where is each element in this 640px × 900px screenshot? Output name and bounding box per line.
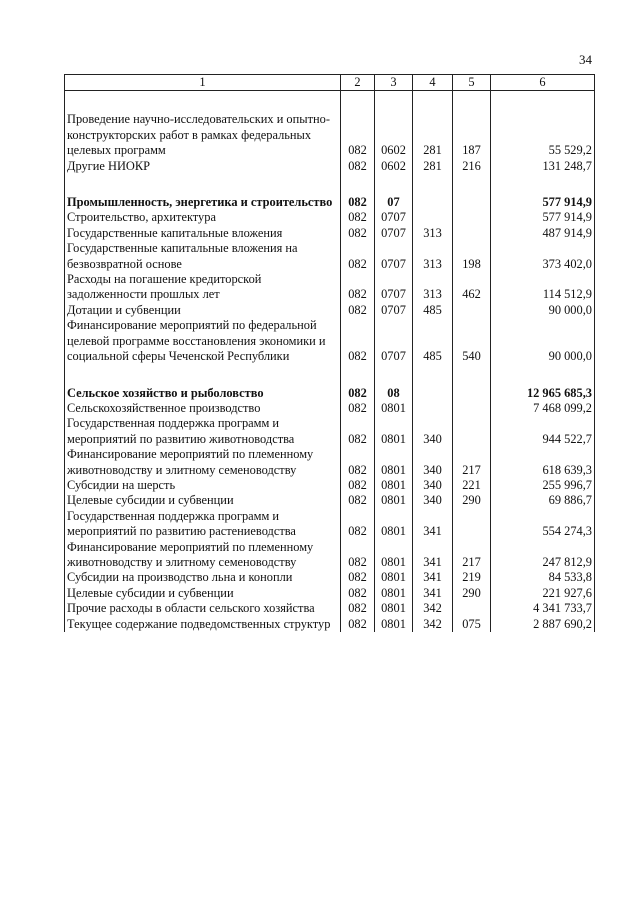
row-amount: 944 522,7: [491, 416, 595, 447]
row-name: Проведение научно-исследовательских и опытно-конструкторских работ в рамках федеральных целевых программ: [65, 112, 341, 158]
row-code-target: 313: [413, 241, 453, 272]
row-code-ministry: 082: [341, 318, 375, 364]
row-code-section: 0801: [375, 493, 413, 508]
row-code-target: 342: [413, 601, 453, 616]
column-header-5: 5: [453, 75, 491, 91]
row-code-section: 07: [375, 195, 413, 210]
spacer-row: [65, 174, 595, 195]
row-name: Финансирование мероприятий по федеральной целевой программе восстановления экономики и социальной сферы Чеченской Республики: [65, 318, 341, 364]
row-code-ministry: 082: [341, 303, 375, 318]
row-code-ministry: 082: [341, 112, 375, 158]
row-code-section: 0801: [375, 586, 413, 601]
table-row: [65, 601, 595, 616]
table-row: [65, 509, 595, 540]
table-row: [65, 159, 595, 174]
row-code-expense-type: 075: [453, 617, 491, 632]
row-code-section: 0801: [375, 447, 413, 478]
row-code-section: 0801: [375, 617, 413, 632]
row-code-ministry: 082: [341, 586, 375, 601]
row-code-section: 0707: [375, 210, 413, 225]
row-code-expense-type: 216: [453, 159, 491, 174]
row-name: Целевые субсидии и субвенции: [65, 493, 341, 508]
row-amount: 554 274,3: [491, 509, 595, 540]
row-code-section: 0801: [375, 601, 413, 616]
row-code-ministry: 082: [341, 416, 375, 447]
table-row: [65, 447, 595, 478]
row-amount: 577 914,9: [491, 195, 595, 210]
row-amount: 618 639,3: [491, 447, 595, 478]
row-code-expense-type: [453, 386, 491, 401]
spacer-cell: [375, 91, 413, 113]
row-code-expense-type: [453, 226, 491, 241]
column-header-4: 4: [413, 75, 453, 91]
row-code-ministry: 082: [341, 601, 375, 616]
row-code-target: 281: [413, 159, 453, 174]
budget-table: [64, 74, 595, 632]
row-code-ministry: 082: [341, 617, 375, 632]
row-code-expense-type: [453, 195, 491, 210]
row-code-expense-type: 221: [453, 478, 491, 493]
row-code-target: 341: [413, 570, 453, 585]
row-code-ministry: 082: [341, 159, 375, 174]
row-code-ministry: 082: [341, 226, 375, 241]
spacer-cell: [491, 91, 595, 113]
row-code-expense-type: 187: [453, 112, 491, 158]
row-name: Целевые субсидии и субвенции: [65, 586, 341, 601]
row-code-target: 313: [413, 226, 453, 241]
row-code-section: 0602: [375, 159, 413, 174]
row-code-target: [413, 401, 453, 416]
row-code-target: 340: [413, 416, 453, 447]
spacer-cell: [453, 365, 491, 386]
column-header-1: 1: [65, 75, 341, 91]
row-amount: 221 927,6: [491, 586, 595, 601]
spacer-cell: [341, 174, 375, 195]
row-code-ministry: 082: [341, 447, 375, 478]
row-code-ministry: 082: [341, 493, 375, 508]
row-code-target: 341: [413, 586, 453, 601]
row-code-expense-type: 217: [453, 447, 491, 478]
row-code-target: [413, 210, 453, 225]
row-amount: 131 248,7: [491, 159, 595, 174]
table-row: [65, 226, 595, 241]
row-code-target: 341: [413, 509, 453, 540]
row-code-ministry: 082: [341, 478, 375, 493]
row-amount: 114 512,9: [491, 272, 595, 303]
spacer-cell: [65, 365, 341, 386]
table-row: [65, 416, 595, 447]
table-row: [65, 540, 595, 571]
row-code-expense-type: [453, 416, 491, 447]
row-code-target: [413, 386, 453, 401]
row-code-section: 0707: [375, 303, 413, 318]
table-row: [65, 586, 595, 601]
row-amount: 2 887 690,2: [491, 617, 595, 632]
row-code-expense-type: 198: [453, 241, 491, 272]
row-code-ministry: 082: [341, 509, 375, 540]
row-amount: 7 468 099,2: [491, 401, 595, 416]
row-amount: 373 402,0: [491, 241, 595, 272]
row-code-expense-type: 219: [453, 570, 491, 585]
row-name: Государственная поддержка программ и мероприятий по развитию животноводства: [65, 416, 341, 447]
row-code-expense-type: [453, 303, 491, 318]
spacer-cell: [453, 174, 491, 195]
row-code-section: 0707: [375, 241, 413, 272]
row-name: Промышленность, энергетика и строительство: [65, 195, 341, 210]
table-row: [65, 617, 595, 632]
row-code-target: 485: [413, 303, 453, 318]
row-code-section: 0801: [375, 570, 413, 585]
row-code-section: 0801: [375, 416, 413, 447]
row-code-target: 341: [413, 540, 453, 571]
row-code-section: 0602: [375, 112, 413, 158]
row-code-target: [413, 195, 453, 210]
row-code-ministry: 082: [341, 401, 375, 416]
spacer-cell: [491, 174, 595, 195]
row-name: Субсидии на шерсть: [65, 478, 341, 493]
row-code-expense-type: [453, 509, 491, 540]
row-amount: 12 965 685,3: [491, 386, 595, 401]
table-row: [65, 112, 595, 158]
row-code-section: 0801: [375, 509, 413, 540]
row-amount: 255 996,7: [491, 478, 595, 493]
row-code-ministry: 082: [341, 570, 375, 585]
column-header-3: 3: [375, 75, 413, 91]
spacer-cell: [65, 91, 341, 113]
column-header-6: 6: [491, 75, 595, 91]
table-body: [65, 91, 595, 632]
column-header-2: 2: [341, 75, 375, 91]
row-name: Текущее содержание подведомственных структур: [65, 617, 341, 632]
row-name: Финансирование мероприятий по племенному животноводству и элитному семеноводству: [65, 447, 341, 478]
table-row: [65, 210, 595, 225]
row-code-expense-type: [453, 401, 491, 416]
row-code-section: 0707: [375, 226, 413, 241]
row-code-expense-type: [453, 601, 491, 616]
row-name: Субсидии на производство льна и конопли: [65, 570, 341, 585]
row-code-expense-type: 217: [453, 540, 491, 571]
table-row: [65, 493, 595, 508]
spacer-cell: [413, 174, 453, 195]
row-code-section: 0707: [375, 318, 413, 364]
table-row: [65, 272, 595, 303]
row-name: Государственные капитальные вложения: [65, 226, 341, 241]
row-name: Финансирование мероприятий по племенному животноводству и элитному семеноводству: [65, 540, 341, 571]
row-code-expense-type: 462: [453, 272, 491, 303]
row-amount: 487 914,9: [491, 226, 595, 241]
spacer-cell: [375, 174, 413, 195]
row-amount: 90 000,0: [491, 318, 595, 364]
spacer-cell: [491, 365, 595, 386]
row-amount: 69 886,7: [491, 493, 595, 508]
row-code-ministry: 082: [341, 241, 375, 272]
spacer-cell: [413, 91, 453, 113]
table-row: [65, 241, 595, 272]
row-amount: 55 529,2: [491, 112, 595, 158]
row-name: Другие НИОКР: [65, 159, 341, 174]
row-name: Сельское хозяйство и рыболовство: [65, 386, 341, 401]
row-name: Дотации и субвенции: [65, 303, 341, 318]
row-code-expense-type: 290: [453, 586, 491, 601]
row-code-target: 313: [413, 272, 453, 303]
row-name: Строительство, архитектура: [65, 210, 341, 225]
row-code-ministry: 082: [341, 195, 375, 210]
spacer-cell: [375, 365, 413, 386]
table-row: [65, 195, 595, 210]
row-code-target: 485: [413, 318, 453, 364]
table-row: [65, 386, 595, 401]
row-code-expense-type: [453, 210, 491, 225]
row-code-ministry: 082: [341, 210, 375, 225]
spacer-row: [65, 365, 595, 386]
row-code-target: 281: [413, 112, 453, 158]
row-amount: 577 914,9: [491, 210, 595, 225]
spacer-cell: [413, 365, 453, 386]
row-code-section: 0801: [375, 540, 413, 571]
spacer-cell: [453, 91, 491, 113]
row-amount: 90 000,0: [491, 303, 595, 318]
table-row: [65, 401, 595, 416]
spacer-row: [65, 91, 595, 113]
row-code-section: 0801: [375, 401, 413, 416]
spacer-cell: [341, 365, 375, 386]
row-name: Государственная поддержка программ и мероприятий по развитию растениеводства: [65, 509, 341, 540]
row-name: Прочие расходы в области сельского хозяйства: [65, 601, 341, 616]
row-code-expense-type: 290: [453, 493, 491, 508]
row-code-ministry: 082: [341, 272, 375, 303]
row-code-ministry: 082: [341, 540, 375, 571]
table-row: [65, 570, 595, 585]
row-code-target: 340: [413, 493, 453, 508]
row-code-section: 0707: [375, 272, 413, 303]
row-code-section: 0801: [375, 478, 413, 493]
page-number: 34: [579, 52, 592, 67]
row-code-section: 08: [375, 386, 413, 401]
table-row: [65, 318, 595, 364]
row-code-target: 340: [413, 447, 453, 478]
row-code-ministry: 082: [341, 386, 375, 401]
spacer-cell: [65, 174, 341, 195]
row-code-expense-type: 540: [453, 318, 491, 364]
table-header: [65, 75, 595, 91]
row-code-target: 340: [413, 478, 453, 493]
row-amount: 4 341 733,7: [491, 601, 595, 616]
table-row: [65, 478, 595, 493]
spacer-cell: [341, 91, 375, 113]
row-name: Сельскохозяйственное производство: [65, 401, 341, 416]
row-amount: 247 812,9: [491, 540, 595, 571]
row-name: Расходы на погашение кредиторской задолженности прошлых лет: [65, 272, 341, 303]
row-name: Государственные капитальные вложения на безвозвратной основе: [65, 241, 341, 272]
table-row: [65, 303, 595, 318]
row-code-target: 342: [413, 617, 453, 632]
row-amount: 84 533,8: [491, 570, 595, 585]
